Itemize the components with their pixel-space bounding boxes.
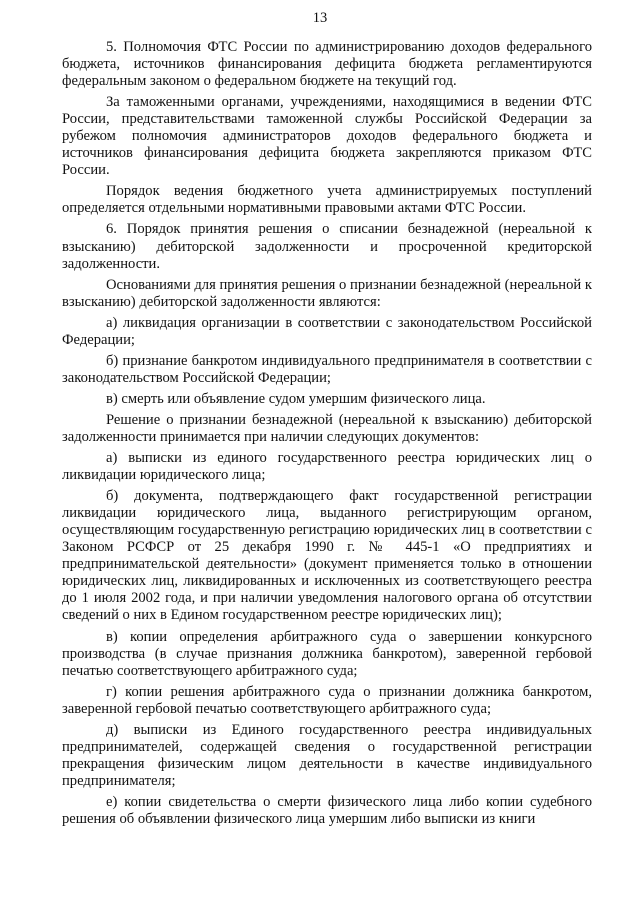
paragraph-13: г) копии решения арбитражного суда о признании должника банкротом, заверенной гербовой печатью соответствующего арбитражного суда; [62, 683, 592, 717]
paragraph-12: в) копии определения арбитражного суда о завершении конкурсного производства (в случае признания должника банкротом), заверенной гербовой печатью соответствующего арбитражного суда; [62, 628, 592, 679]
document-body [62, 39, 592, 828]
page-number: 13 [312, 10, 328, 26]
paragraph-15: е) копии свидетельства о смерти физического лица либо копии судебного решения об объявлении физического лица умершим либо выписки из книги [62, 793, 592, 827]
paragraph-4: 6. Порядок принятия решения о списании безнадежной (нереальной к взысканию) дебиторской задолженности и просроченной кредиторской задолженности. [62, 221, 592, 272]
paragraph-14: д) выписки из Единого государственного реестра индивидуальных предпринимателей, содержащей сведения о государственной регистрации прекращения физическим лицом деятельности в качестве индивидуального предпринимателя; [62, 721, 592, 789]
paragraph-3: Порядок ведения бюджетного учета администрируемых поступлений определяется отдельными нормативными правовыми актами ФТС России. [62, 183, 592, 217]
paragraph-10: а) выписки из единого государственного реестра юридических лиц о ликвидации юридического лица; [62, 450, 592, 484]
paragraph-5: Основаниями для принятия решения о признании безнадежной (нереальной к взысканию) дебиторской задолженности являются: [62, 276, 592, 310]
paragraph-8: в) смерть или объявление судом умершим физического лица. [106, 390, 486, 407]
paragraph-6: а) ликвидация организации в соответствии с законодательством Российской Федерации; [62, 314, 592, 348]
paragraph-2: За таможенными органами, учреждениями, находящимися в ведении ФТС России, представительствами таможенной службы Российской Федерации за рубежом полномочия администраторов доходов федерального бюджета и источников финансирования дефицита бюджета закрепляются приказом ФТС России. [62, 94, 592, 179]
paragraph-11: б) документа, подтверждающего факт государственной регистрации ликвидации юридического лица, выданного регистрирующим органом, осуществляющим государственную регистрацию юридических лиц в соответствии с Законом РСФСР от 25 декабря 1990 г. № 445-1 «О предприятиях и предпринимательской деятельности» (документ применяется только в отношении юридических лиц, ликвидированных и исключенных из соответствующего реестра до 1 июля 2002 года, и при наличии уведомления налогового органа об отсутствии сведений о них в Едином государственном реестре юридических лиц); [62, 488, 592, 624]
paragraph-1: 5. Полномочия ФТС России по администрированию доходов федерального бюджета, источников финансирования дефицита бюджета регламентируются федеральным законом о федеральном бюджете на текущий год. [62, 39, 592, 90]
paragraph-7: б) признание банкротом индивидуального предпринимателя в соответствии с законодательством Российской Федерации; [62, 352, 592, 386]
paragraph-9: Решение о признании безнадежной (нереальной к взысканию) дебиторской задолженности принимается при наличии следующих документов: [62, 411, 592, 445]
